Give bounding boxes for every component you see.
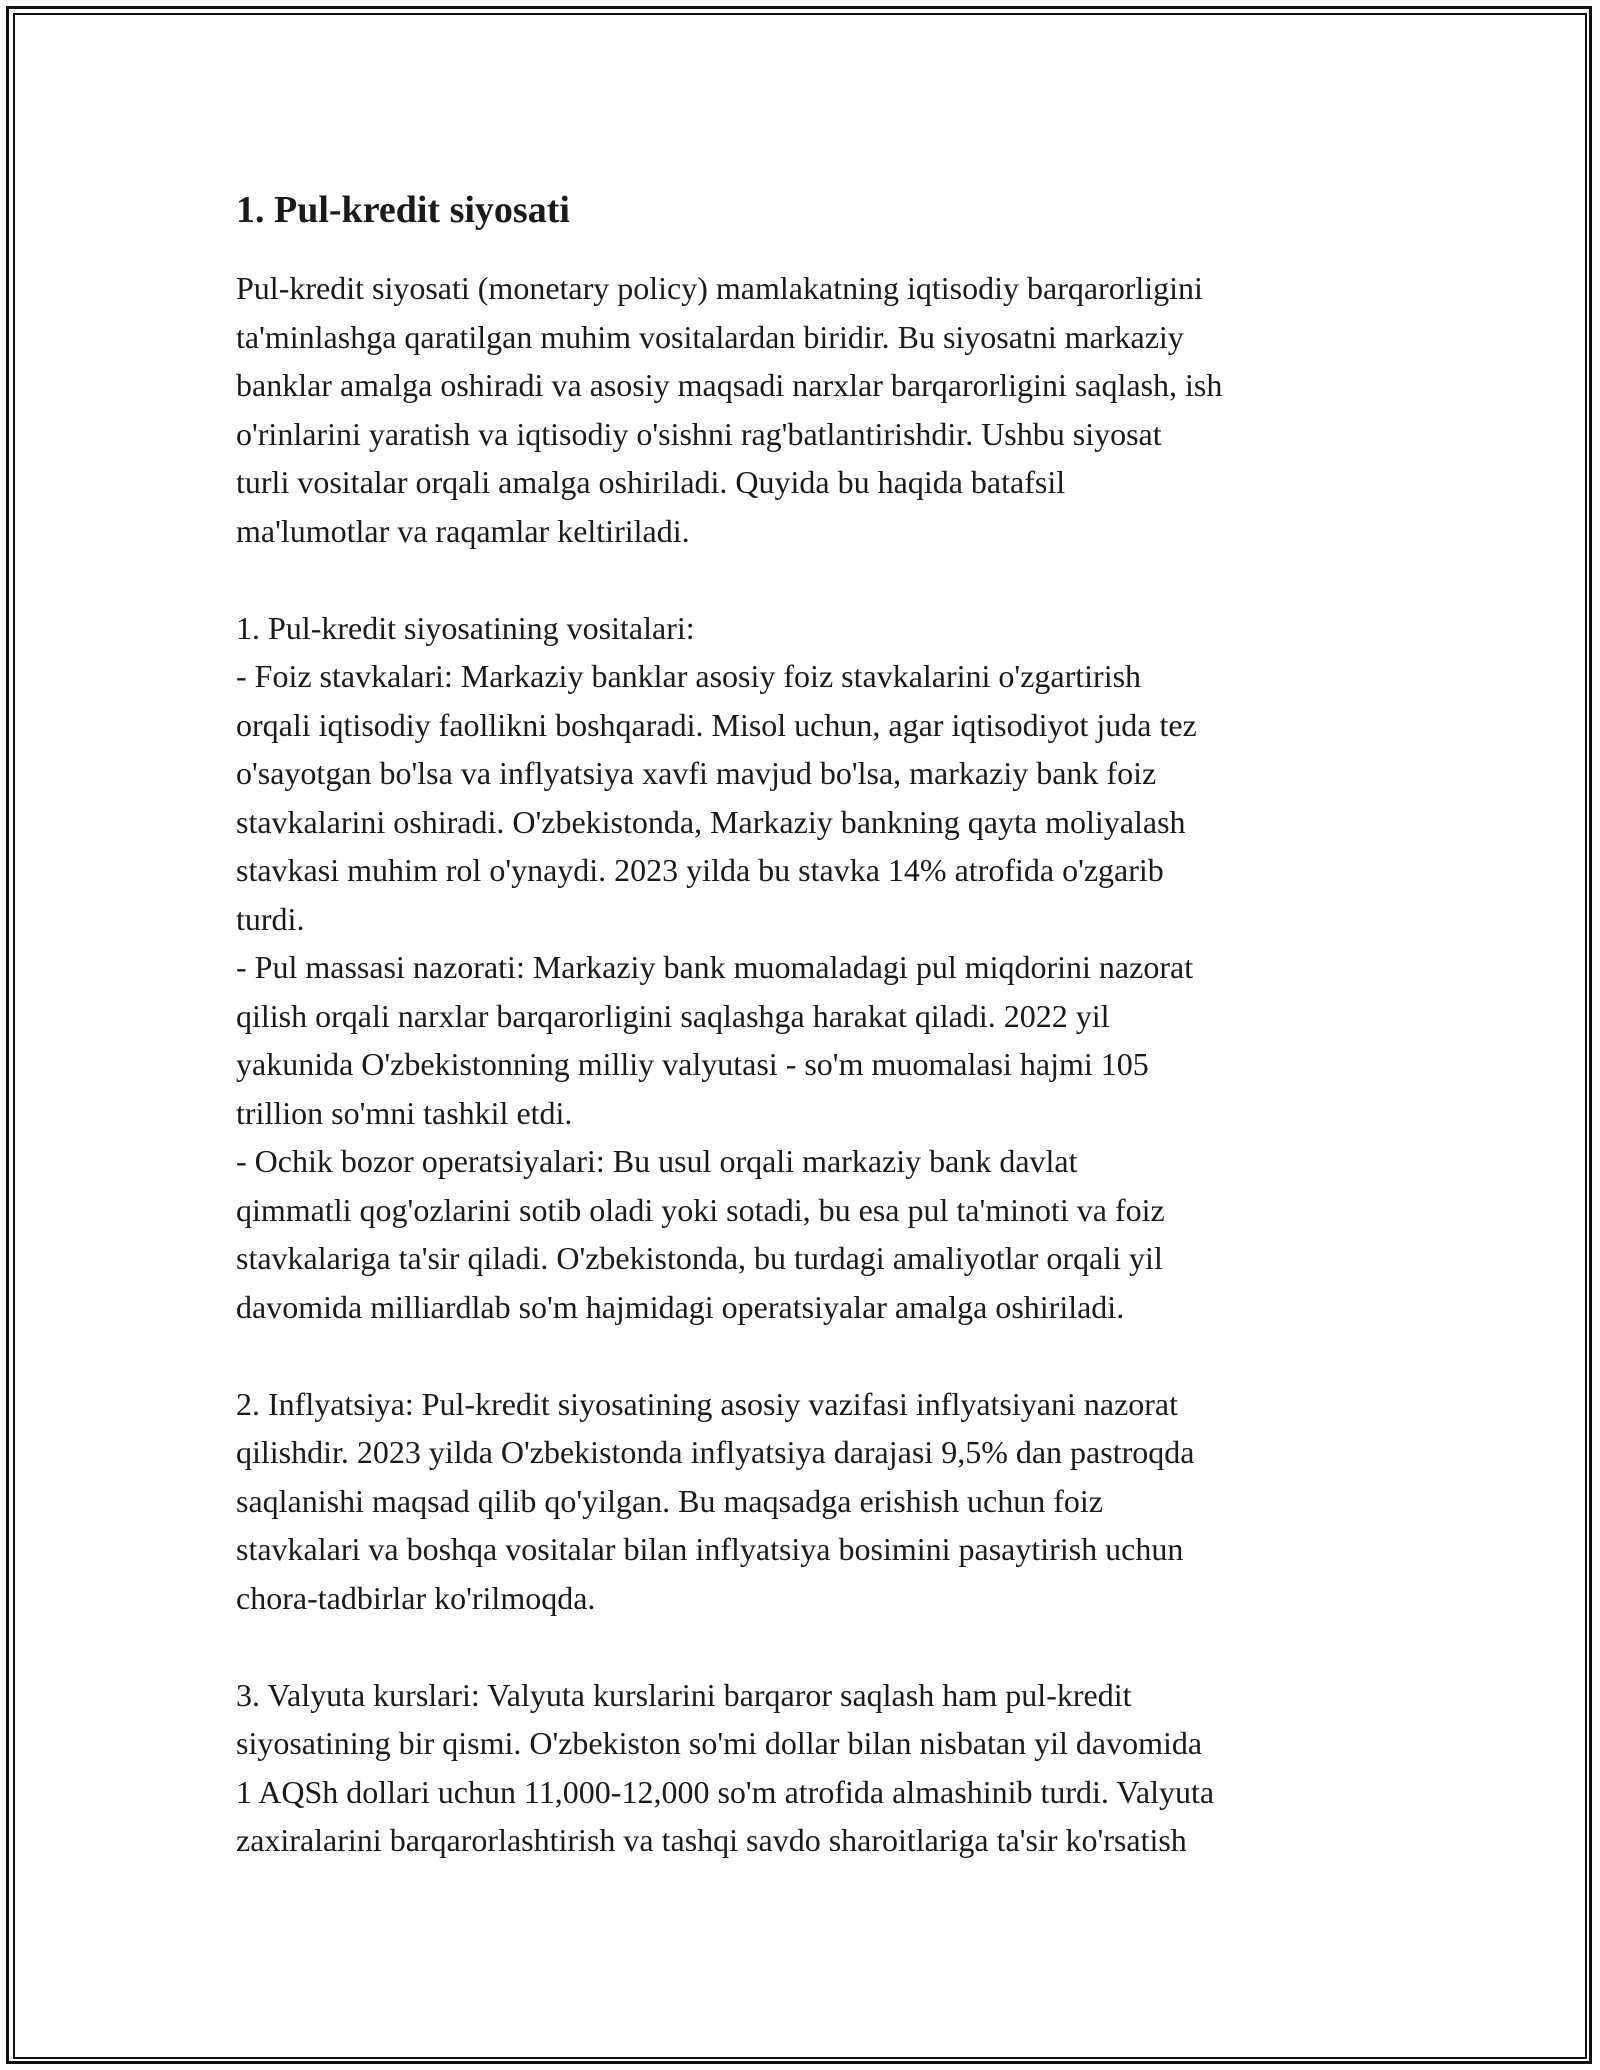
paragraph-spacer <box>236 1331 1376 1380</box>
intro-paragraph: Pul-kredit siyosati (monetary policy) mamlakatning iqtisodiy barqarorligini ta'minlashga qaratilgan muhim vositalardan biridir. Bu siyosatni markaziy banklar amalga oshiradi va asosiy maqsadi narxlar barqarorligini saqlash, ish o'rinlarini yaratish va iqtisodiy o'sishni rag'batlantirishdir. Ushbu siyosat turli vositalar orqali amalga oshiriladi. Quyida bu haqida batafsil ma'lumotlar va raqamlar keltiriladi. <box>236 270 1223 549</box>
document-body <box>236 186 1376 1865</box>
section-1-item-open-market: - Ochik bozor operatsiyalari: Bu usul orqali markaziy bank davlat qimmatli qog'ozlarini sotib oladi yoki sotadi, bu esa pul ta'minoti va foiz stavkalariga ta'sir qiladi. O'zbekistonda, bu turdagi amaliyotlar orqali yil davomida milliardlab so'm hajmidagi operatsiyalar amalga oshiriladi. <box>236 1143 1165 1325</box>
section-1-heading: 1. Pul-kredit siyosatining vositalari: <box>236 609 695 646</box>
paragraph-spacer <box>236 555 1376 604</box>
document-title: 1. Pul-kredit siyosati <box>236 189 570 231</box>
section-2-inflation: 2. Inflyatsiya: Pul-kredit siyosatining asosiy vazifasi inflyatsiyani nazorat qilishdir. 2023 yilda O'zbekistonda inflyatsiya darajasi 9,5% dan pastroqda saqlanishi maqsad qilib qo'yilgan. Bu maqsadga erishish uchun foiz stavkalari va boshqa vositalar bilan inflyatsiya bosimini pasaytirish uchun chora-tadbirlar ko'rilmoqda. <box>236 1385 1195 1616</box>
section-1-item-money-supply: - Pul massasi nazorati: Markaziy bank muomaladagi pul miqdorini nazorat qilish orqali narxlar barqarorligini saqlashga harakat qiladi. 2022 yil yakunida O'zbekistonning milliy valyutasi - so'm muomalasi hajmi 105 trillion so'mni tashkil etdi. <box>236 949 1194 1131</box>
paragraph-spacer <box>236 1622 1376 1671</box>
section-3-exchange-rates: 3. Valyuta kurslari: Valyuta kurslarini barqaror saqlash ham pul-kredit siyosatining bir qismi. O'zbekiston so'mi dollar bilan nisbatan yil davomida 1 AQSh dollari uchun 11,000-12,000 so'm atrofida almashinib turdi. Valyuta zaxiralarini barqarorlashtirish va tashqi savdo sharoitlariga ta'sir ko'rsatish <box>236 1676 1215 1858</box>
section-1-item-interest-rates: - Foiz stavkalari: Markaziy banklar asosiy foiz stavkalarini o'zgartirish orqali iqtisodiy faollikni boshqaradi. Misol uchun, agar iqtisodiyot juda tez o'sayotgan bo'lsa va inflyatsiya xavfi mavjud bo'lsa, markaziy bank foiz stavkalarini oshiradi. O'zbekistonda, Markaziy bankning qayta moliyalash stavkasi muhim rol o'ynaydi. 2023 yilda bu stavka 14% atrofida o'zgarib turdi. <box>236 658 1197 937</box>
